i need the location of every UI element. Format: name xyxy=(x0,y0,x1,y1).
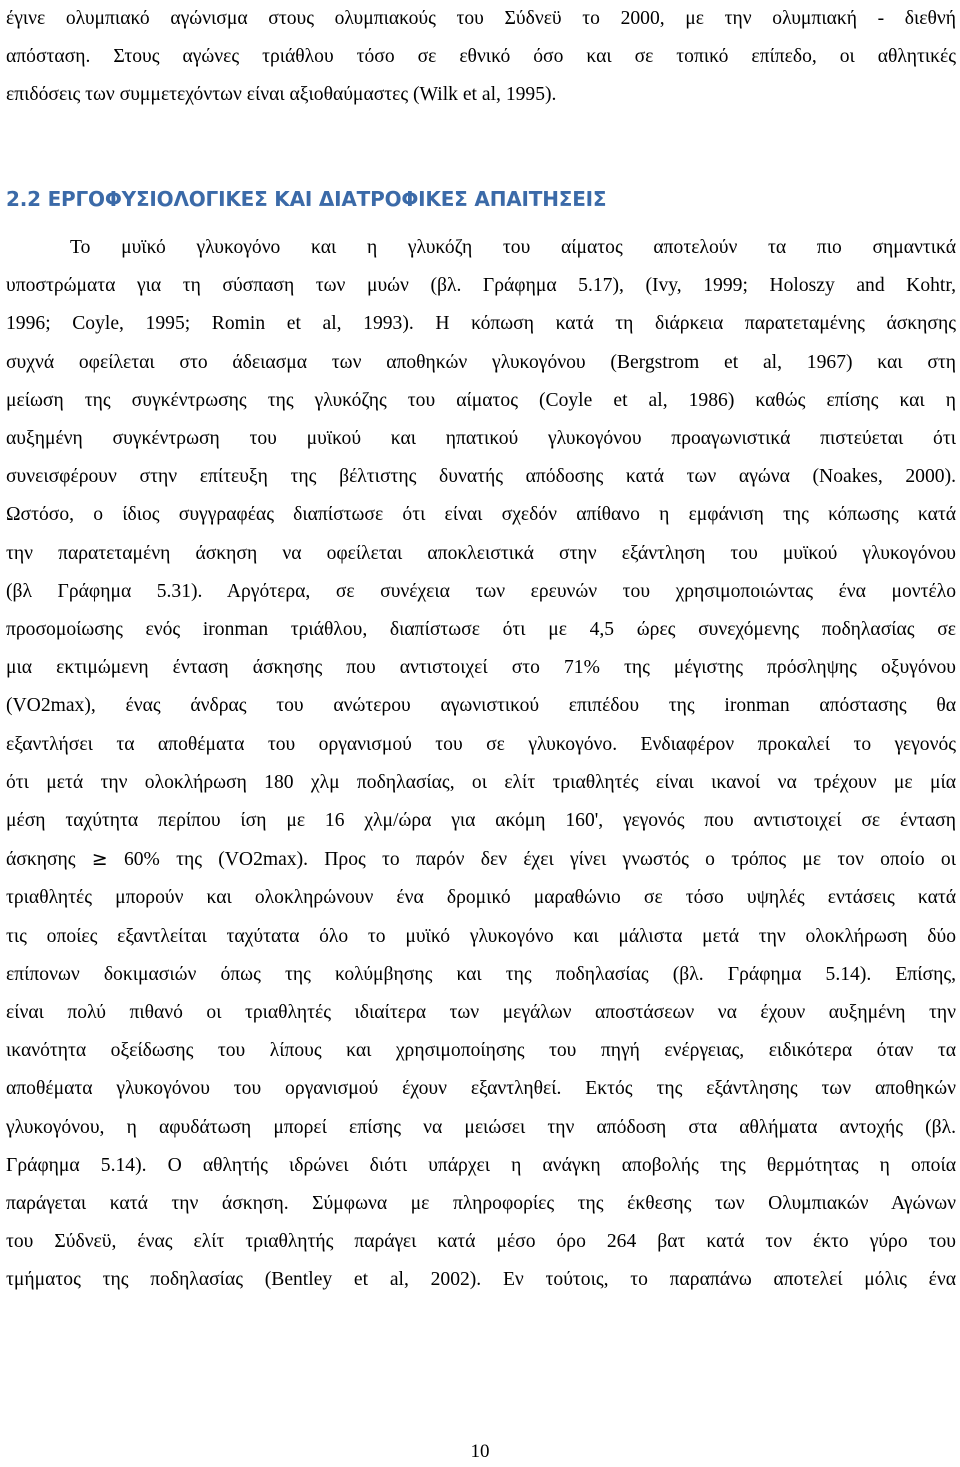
body-paragraph xyxy=(6,229,956,1300)
section-heading: 2.2 ΕΡΓΟΦΥΣΙΟΛΟΓΙΚΕΣ ΚΑΙ ΔΙΑΤΡΟΦΙΚΕΣ ΑΠΑΙΤΗΣΕΙΣ xyxy=(6,187,607,211)
text-line: (VO2max), ένας άνδρας του ανώτερου αγωνιστικού επιπέδου της ironman απόστασης θα xyxy=(6,695,956,717)
text-line: παράγεται κατά την άσκηση. Σύμφωνα με πληροφορίες της έκθεσης των Ολυμπιακών Αγώνων xyxy=(6,1193,956,1215)
text-line: αποθέματα γλυκογόνου του οργανισμού έχουν εξαντληθεί. Εκτός της εξάντλησης των αποθηκών xyxy=(6,1078,956,1100)
text-line: επίπονων δοκιμασιών όπως της κολύμβησης και της ποδηλασίας (βλ. Γράφημα 5.14). Επίσης, xyxy=(6,963,956,985)
text-line: μείωση της συγκέντρωσης της γλυκόζης του αίματος (Coyle et al, 1986) καθώς επίσης και η xyxy=(6,389,956,411)
greater-equal-symbol: ≥ xyxy=(91,848,108,871)
text-line: μια εκτιμώμενη ένταση άσκησης που αντιστοιχεί στο 71% της μέγιστης πρόσληψης οξυγόνου xyxy=(6,657,956,679)
text-line: υποστρώματα για τη σύσπαση των μυών (βλ. Γράφημα 5.17), (Ivy, 1999; Holoszy and Kohtr, xyxy=(6,275,956,297)
text-line: ικανότητα οξείδωσης του λίπους και χρησιμοποίησης του πηγή ενέργειας, ειδικότερα όταν τα xyxy=(6,1040,956,1062)
text-line-with-symbol xyxy=(6,840,956,879)
text-line: εξαντλήσει τα αποθέματα του οργανισμού του σε γλυκογόνο. Ενδιαφέρον προκαλεί το γεγονός xyxy=(6,733,956,755)
text-line: συχνά οφείλεται στο άδειασμα των αποθηκών γλυκογόνου (Bergstrom et al, 1967) και στη xyxy=(6,351,956,373)
text-line: προσομοίωσης ενός ironman τριάθλου, διαπίστωσε ότι με 4,5 ώρες συνεχόμενης ποδηλασίας σε xyxy=(6,619,956,641)
text-line: (βλ Γράφημα 5.31). Αργότερα, σε συνέχεια των ερευνών του χρησιμοποιώντας ένα μοντέλο xyxy=(6,580,956,602)
text-line: επιδόσεις των συμμετεχόντων είναι αξιοθαύμαστες (Wilk et al, 1995). xyxy=(6,84,557,106)
text-line: Γράφημα 5.14). Ο αθλητής ιδρώνει διότι υπάρχει η ανάγκη αποβολής της θερμότητας η οποία xyxy=(6,1154,956,1176)
text-line: τις οποίες εξαντλείται ταχύτατα όλο το μυϊκό γλυκογόνο και μάλιστα μετά την ολοκλήρωση δύο xyxy=(6,925,956,947)
text-line: συνεισφέρουν στην επίτευξη της βέλτιστης δυνατής απόδοσης κατά των αγώνα (Noakes, 2000). xyxy=(6,466,956,488)
text-line: μέση ταχύτητα περίπου ίση με 16 χλμ/ώρα για ακόμη 160', γεγονός που αντιστοιχεί σε ένταση xyxy=(6,810,956,832)
page-number: 10 xyxy=(470,1441,490,1462)
text-line: αυξημένη συγκέντρωση του μυϊκού και ηπατικού γλυκογόνου προαγωνιστικά πιστεύεται ότι xyxy=(6,428,956,450)
text-line: Ωστόσο, ο ίδιος συγγραφέας διαπίστωσε ότι είναι σχεδόν απίθανο η εμφάνιση της κόπωσης κατά xyxy=(6,504,956,526)
symbol-line-after: 60% της (VO2max). Προς το παρόν δεν έχει γίνει γνωστός ο τρόπος με τον οποίο οι xyxy=(123,849,956,871)
text-line: τριαθλητές μπορούν και ολοκληρώνουν ένα δρομικό μαραθώνιο σε τόσο υψηλές εντάσεις κατά xyxy=(6,887,956,909)
text-line: απόσταση. Στους αγώνες τριάθλου τόσο σε εθνικό όσο και σε τοπικό επίπεδο, οι αθλητικές xyxy=(6,46,956,68)
intro-paragraph xyxy=(6,0,956,115)
text-line: Το μυϊκό γλυκογόνο και η γλυκόζη του αίματος αποτελούν τα πιο σημαντικά xyxy=(70,237,956,258)
text-line: είναι πολύ πιθανό οι τριαθλητές ιδιαίτερα των μεγάλων αποστάσεων να έχουν αυξημένη την xyxy=(6,1002,956,1024)
symbol-line-before: άσκησης xyxy=(6,849,76,871)
text-line: τμήματος της ποδηλασίας (Bentley et al, 2002). Εν τούτοις, το παραπάνω αποτελεί μόλις ένα xyxy=(6,1269,956,1291)
text-line: γλυκογόνου, η αφυδάτωση μπορεί επίσης να μειώσει την απόδοση στα αθλήματα αντοχής (βλ. xyxy=(6,1116,956,1138)
text-line: 1996; Coyle, 1995; Romin et al, 1993). Η κόπωση κατά τη διάρκεια παρατεταμένης άσκησης xyxy=(6,313,956,335)
text-line: του Σύδνεϋ, ένας ελίτ τριαθλητής παράγει κατά μέσο όρο 264 βατ κατά τον έκτο γύρο του xyxy=(6,1231,956,1253)
text-line: έγινε ολυμπιακό αγώνισμα στους ολυμπιακούς του Σύδνεϋ το 2000, με την ολυμπιακή - διεθνή xyxy=(6,8,956,29)
text-line: ότι μετά την ολοκλήρωση 180 χλμ ποδηλασίας, οι ελίτ τριαθλητές είναι ικανοί να τρέχουν με μία xyxy=(6,771,956,793)
text-line: την παρατεταμένη άσκηση να οφείλεται αποκλειστικά στην εξάντληση του μυϊκού γλυκογόνου xyxy=(6,542,956,564)
